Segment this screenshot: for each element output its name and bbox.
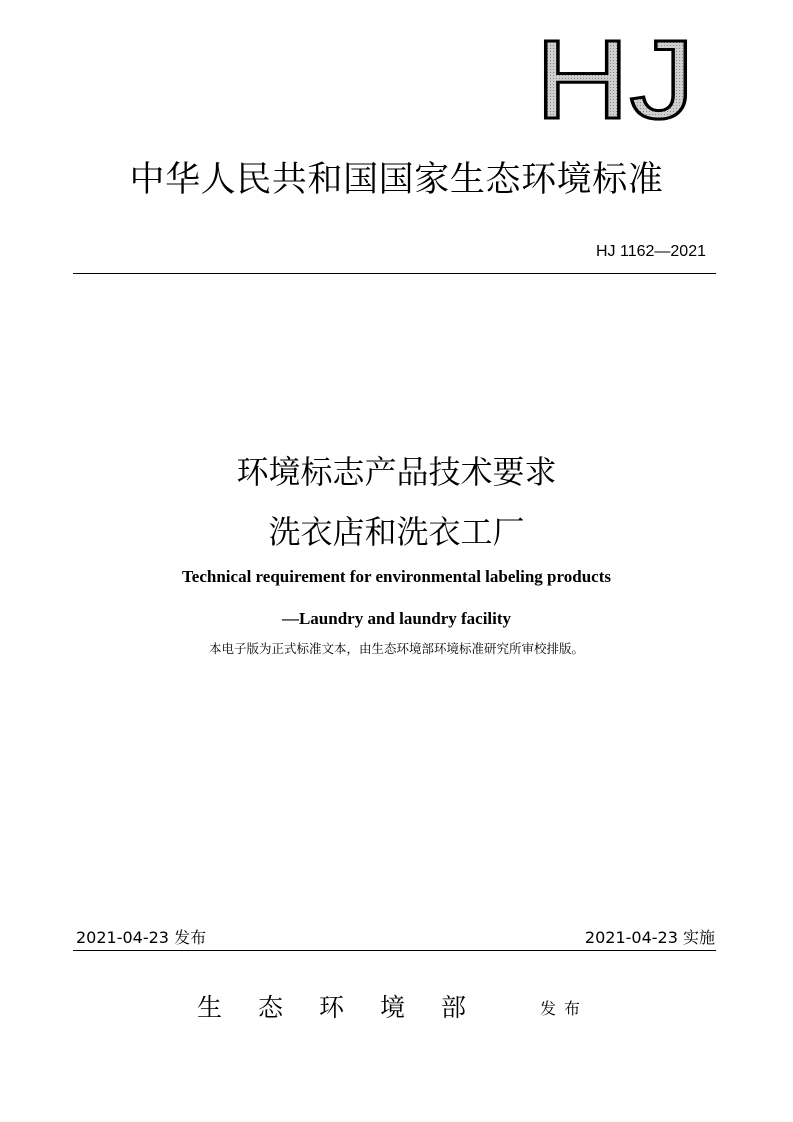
issuer-suffix: 发布 [540, 999, 589, 1018]
title-line1: 环境标志产品技术要求 [236, 453, 557, 491]
edition-note: 本电子版为正式标准文本，由生态环境部环境标准研究所审校排版。 [208, 641, 584, 656]
header-divider [73, 273, 716, 274]
issuer: 生态环境部 [197, 993, 503, 1022]
footer-divider [73, 950, 716, 951]
english-title-line2: —Laundry and laundry facility [281, 609, 512, 628]
standard-name: 中华人民共和国国家生态环境标准 [129, 160, 664, 200]
title-line2: 洗衣店和洗衣工厂 [268, 513, 525, 551]
publish-date: 2021-04-23 发布 [76, 928, 207, 947]
svg-text:HJ: HJ [535, 36, 695, 122]
implement-date: 2021-04-23 实施 [584, 928, 715, 947]
hj-logo [532, 36, 698, 122]
english-title-line1: Technical requirement for environmental labeling products [182, 567, 611, 586]
standard-code: HJ 1162—2021 [596, 243, 706, 260]
